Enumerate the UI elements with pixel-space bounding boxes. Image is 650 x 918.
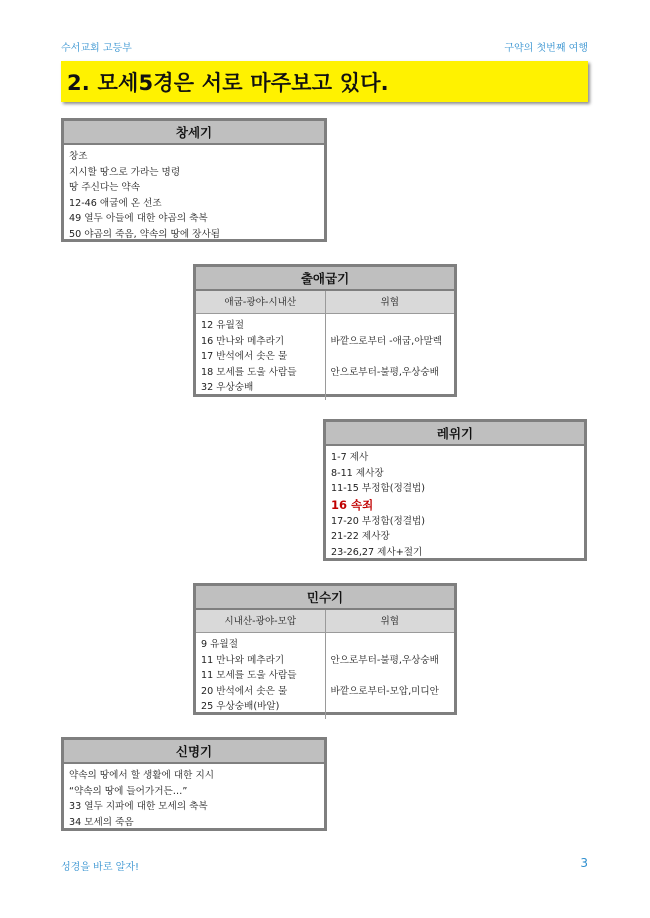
exodus-event: 17 반석에서 솟은 물 <box>201 351 288 362</box>
leviticus-line: 1-7 제사 <box>331 452 369 463</box>
exodus-threat: 바깥으로부터 -애굽,아말렉 <box>330 335 443 347</box>
header-series-title: 구약의 첫번째 여행 <box>504 43 588 54</box>
deuteronomy-line: 34 모세의 죽음 <box>69 816 134 828</box>
numbers-event: 25 우상숭배(바알) <box>201 701 280 712</box>
leviticus-line: 8-11 제사장 <box>331 467 384 479</box>
deuteronomy-line: 33 열두 지파에 대한 모세의 축복 <box>69 801 208 812</box>
exodus-threat: 안으로부터-불평,우상숭배 <box>330 366 439 378</box>
deuteronomy-box <box>61 737 327 831</box>
exodus-threat-head: 위협 <box>380 297 400 308</box>
exodus-title: 출애굽기 <box>196 267 454 291</box>
leviticus-line: 23-26,27 제사+절기 <box>331 546 423 558</box>
numbers-threats-column <box>326 633 455 719</box>
leviticus-line: 11-15 부정함(정결법) <box>331 483 426 494</box>
deuteronomy-body <box>64 764 324 834</box>
genesis-line: 50 야곱의 죽음, 약속의 땅에 장사됨 <box>69 228 220 240</box>
leviticus-line: 21-22 제사장 <box>331 531 390 542</box>
header-church-name: 수서교회 고등부 <box>61 43 132 54</box>
deuteronomy-title: 신명기 <box>64 740 324 764</box>
page-number: 3 <box>580 856 588 870</box>
genesis-title: 창세기 <box>64 121 324 145</box>
numbers-columns <box>196 633 454 719</box>
numbers-event: 20 반석에서 솟은 물 <box>201 685 288 697</box>
deuteronomy-line: “약속의 땅에 들어가거든…” <box>69 785 188 797</box>
genesis-line: 지시할 땅으로 가라는 명령 <box>69 166 181 178</box>
exodus-event: 32 우상숭배 <box>201 382 254 393</box>
exodus-columns <box>196 314 454 400</box>
leviticus-atonement-highlight: 16 속죄 <box>331 497 374 512</box>
numbers-threat-head: 위협 <box>380 616 400 627</box>
genesis-line: 12-46 애굽에 온 선조 <box>69 197 162 209</box>
numbers-route-head: 시내산-광야-모압 <box>196 610 326 632</box>
deuteronomy-line: 약속의 땅에서 할 생활에 대한 지시 <box>69 770 214 781</box>
exodus-events-column <box>196 314 326 400</box>
exodus-subheader <box>196 291 454 314</box>
numbers-threat: 안으로부터-불평,우상숭배 <box>330 654 439 666</box>
page-title: 2. 모세5경은 서로 마주보고 있다. <box>67 70 389 95</box>
numbers-box <box>193 583 457 715</box>
footer-slogan: 성경을 바로 알자! <box>61 862 139 873</box>
numbers-event: 11 모세를 도울 사람들 <box>201 670 297 681</box>
genesis-body <box>64 145 324 246</box>
numbers-event: 11 만나와 메추라기 <box>201 654 285 666</box>
exodus-box <box>193 264 457 397</box>
genesis-line: 49 열두 아들에 대한 야곱의 축복 <box>69 213 208 224</box>
leviticus-line: 17-20 부정함(정결법) <box>331 515 426 527</box>
exodus-event: 16 만나와 메추라기 <box>201 335 285 347</box>
genesis-box <box>61 118 327 242</box>
leviticus-body <box>326 446 584 564</box>
exodus-event: 18 모세를 도울 사람들 <box>201 366 297 378</box>
numbers-events-column <box>196 633 326 719</box>
exodus-threats-column <box>326 314 455 400</box>
leviticus-box <box>323 419 587 561</box>
exodus-event: 12 유월절 <box>201 320 245 331</box>
numbers-threat: 바깥으로부터-모압,미디안 <box>330 685 439 697</box>
numbers-title: 민수기 <box>196 586 454 610</box>
numbers-subheader <box>196 610 454 633</box>
numbers-event: 9 유월절 <box>201 639 238 650</box>
genesis-line: 땅 주신다는 약속 <box>69 182 140 193</box>
title-banner <box>61 61 588 102</box>
exodus-route-head: 애굽-광야-시내산 <box>196 291 326 313</box>
genesis-line: 창조 <box>69 151 88 162</box>
leviticus-title: 레위기 <box>326 422 584 446</box>
